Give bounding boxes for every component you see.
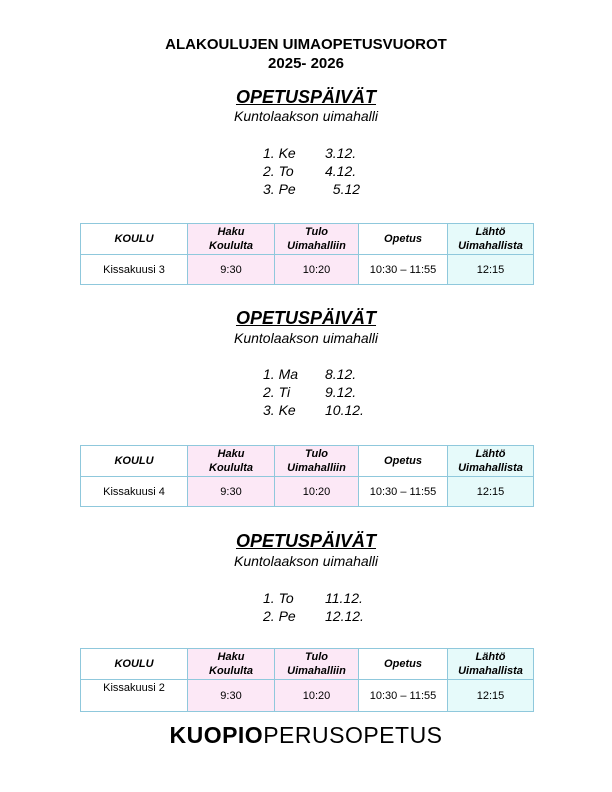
cell-opetus: 10:30 – 11:55 <box>359 680 448 712</box>
day-item: 2. To 4.12. <box>263 163 357 179</box>
day-list <box>263 365 364 419</box>
logo-perusopetus: PERUSOPETUS <box>263 722 443 748</box>
cell-lahto: 12:15 <box>448 255 534 285</box>
kuopio-perusopetus-logo <box>0 722 612 749</box>
section-heading: OPETUSPÄIVÄT <box>235 531 377 551</box>
header-lahto: Lähtö Uimahallista <box>448 224 534 255</box>
logo-kuopio: KUOPIO <box>169 722 264 748</box>
table-row <box>81 255 534 285</box>
header-tulo: Tulo Uimahalliin <box>275 649 359 680</box>
section-location: Kuntolaakson uimahalli <box>234 330 378 346</box>
header-opetus: Opetus <box>359 649 448 680</box>
header-opetus: Opetus <box>359 446 448 477</box>
header-haku: Haku Koululta <box>188 446 275 477</box>
schedule-table <box>80 445 534 507</box>
cell-opetus: 10:30 – 11:55 <box>359 477 448 507</box>
document-title <box>0 35 612 73</box>
header-haku: Haku Koululta <box>188 224 275 255</box>
cell-opetus: 10:30 – 11:55 <box>359 255 448 285</box>
cell-tulo: 10:20 <box>275 477 359 507</box>
table-header-row <box>81 446 534 477</box>
section-heading: OPETUSPÄIVÄT <box>235 308 377 328</box>
table-header-row <box>81 224 534 255</box>
section-location: Kuntolaakson uimahalli <box>234 108 378 124</box>
day-item: 2. Ti 9.12. <box>263 384 357 400</box>
header-koulu: KOULU <box>81 224 188 255</box>
table-row <box>81 680 534 712</box>
header-lahto: Lähtö Uimahallista <box>448 446 534 477</box>
header-opetus: Opetus <box>359 224 448 255</box>
header-koulu: KOULU <box>81 649 188 680</box>
cell-haku: 9:30 <box>188 477 275 507</box>
cell-school: Kissakuusi 2 <box>81 680 188 712</box>
day-item: 1. Ma 8.12. <box>263 366 357 382</box>
header-tulo: Tulo Uimahalliin <box>275 224 359 255</box>
day-item: 1. Ke 3.12. <box>263 145 357 161</box>
header-tulo: Tulo Uimahalliin <box>275 446 359 477</box>
table-header-row <box>81 649 534 680</box>
day-item: 2. Pe 12.12. <box>263 608 364 624</box>
cell-tulo: 10:20 <box>275 680 359 712</box>
day-list <box>263 589 364 625</box>
day-list <box>263 144 360 198</box>
day-item: 1. To 11.12. <box>263 590 363 606</box>
header-haku: Haku Koululta <box>188 649 275 680</box>
header-koulu: KOULU <box>81 446 188 477</box>
cell-haku: 9:30 <box>188 255 275 285</box>
title-line-1: ALAKOULUJEN UIMAOPETUSVUOROT <box>165 36 447 53</box>
cell-school: Kissakuusi 3 <box>81 255 188 285</box>
section-heading: OPETUSPÄIVÄT <box>235 87 377 107</box>
schedule-table <box>80 648 534 712</box>
section-location: Kuntolaakson uimahalli <box>234 553 378 569</box>
title-line-2: 2025- 2026 <box>268 55 344 72</box>
header-lahto: Lähtö Uimahallista <box>448 649 534 680</box>
table-row <box>81 477 534 507</box>
cell-lahto: 12:15 <box>448 477 534 507</box>
cell-haku: 9:30 <box>188 680 275 712</box>
day-item: 3. Ke 10.12. <box>263 402 364 418</box>
cell-tulo: 10:20 <box>275 255 359 285</box>
cell-lahto: 12:15 <box>448 680 534 712</box>
cell-school: Kissakuusi 4 <box>81 477 188 507</box>
schedule-table <box>80 223 534 285</box>
day-item: 3. Pe 5.12 <box>263 181 361 197</box>
